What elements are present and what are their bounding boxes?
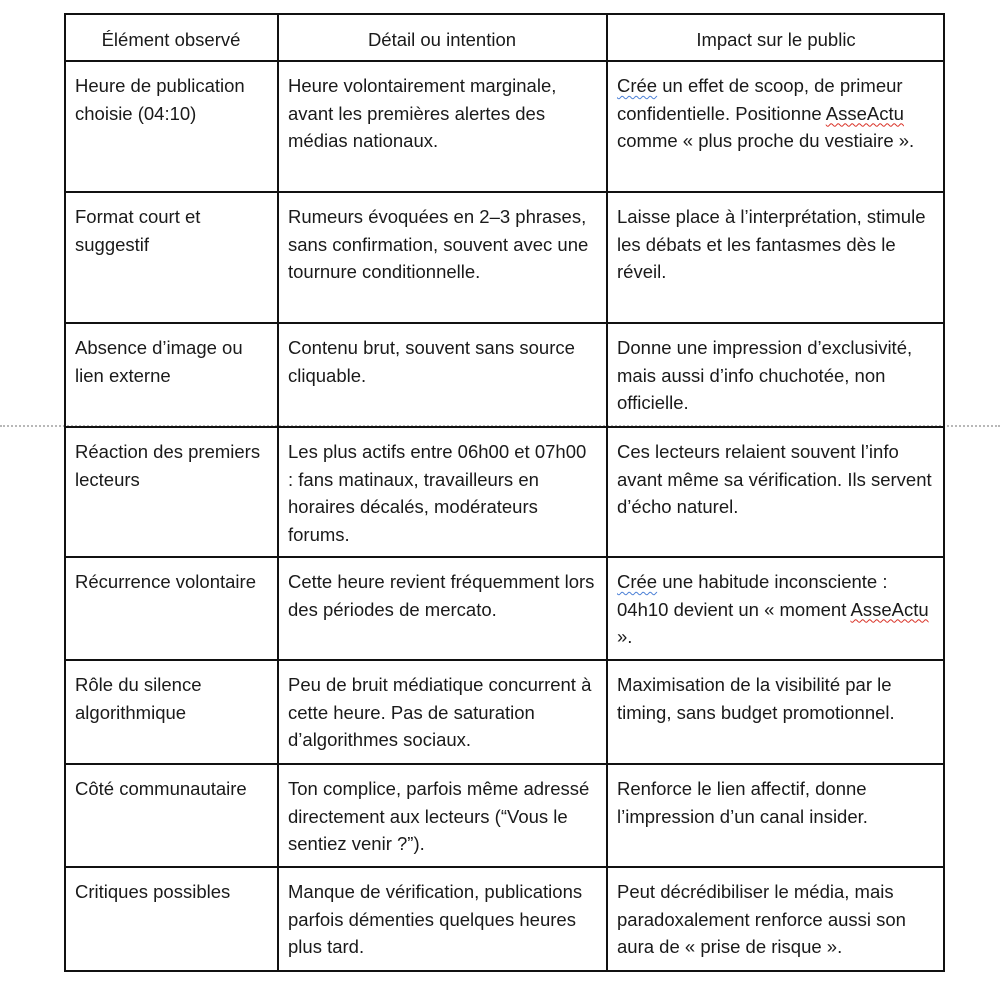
- impact-cell: [606, 557, 945, 660]
- detail-cell: Rumeurs évoquées en 2–3 phrases, sans confirmation, souvent avec une tournure conditionnelle.: [277, 192, 606, 323]
- detail-cell: Contenu brut, souvent sans source cliquable.: [277, 323, 606, 426]
- spelling-flagged-word[interactable]: AsseActu: [825, 102, 904, 124]
- impact-text: ».: [617, 626, 633, 647]
- table-row: [64, 426, 945, 557]
- impact-cell: Peut décrédibiliser le média, mais paradoxalement renforce aussi son aura de « prise de risque ».: [606, 867, 945, 970]
- element-cell: Absence d’image ou lien externe: [75, 337, 243, 386]
- detail-cell: Les plus actifs entre 06h00 et 07h00 : fans matinaux, travailleurs en horaires décalés, modérateurs forums.: [277, 428, 606, 557]
- element-cell: Heure de publication choisie (04:10): [75, 75, 245, 124]
- grammar-flagged-word[interactable]: Crée: [617, 571, 658, 592]
- table-row: [64, 867, 945, 972]
- header-cell-element: Élément observé: [101, 29, 241, 50]
- table-row: [64, 764, 945, 867]
- impact-text: comme « plus proche du vestiaire ».: [617, 130, 915, 151]
- table-header-row: [64, 13, 945, 61]
- detail-cell: Cette heure revient fréquemment lors des périodes de mercato.: [277, 557, 606, 660]
- element-cell: Côté communautaire: [75, 778, 247, 799]
- detail-cell: Heure volontairement marginale, avant les premières alertes des médias nationaux.: [277, 61, 606, 192]
- table-row: [64, 557, 945, 660]
- impact-cell: Donne une impression d’exclusivité, mais aussi d’info chuchotée, non officielle.: [606, 323, 945, 426]
- impact-text: une habitude inconsciente : 04h10 devient un « moment: [617, 571, 888, 620]
- header-cell-impact: Impact sur le public: [606, 15, 945, 61]
- table-row: [64, 192, 945, 323]
- spelling-flagged-word[interactable]: AsseActu: [850, 598, 929, 620]
- impact-cell: Renforce le lien affectif, donne l’impression d’un canal insider.: [606, 764, 945, 867]
- table-row: [64, 660, 945, 764]
- element-cell: Format court et suggestif: [75, 206, 201, 255]
- detail-cell: Peu de bruit médiatique concurrent à cette heure. Pas de saturation d’algorithmes sociaux.: [277, 660, 606, 764]
- impact-cell: [606, 61, 945, 192]
- table-row: [64, 323, 945, 426]
- impact-cell: Maximisation de la visibilité par le timing, sans budget promotionnel.: [606, 660, 945, 764]
- element-cell: Récurrence volontaire: [75, 571, 256, 592]
- impact-text: un effet de scoop, de primeur confidentielle. Positionne: [617, 75, 903, 124]
- grammar-flagged-word[interactable]: Crée: [617, 75, 658, 96]
- element-cell: Critiques possibles: [75, 881, 231, 902]
- header-cell-detail: Détail ou intention: [277, 15, 606, 61]
- table-row: [64, 61, 945, 192]
- detail-cell: Manque de vérification, publications parfois démenties quelques heures plus tard.: [277, 867, 606, 970]
- element-cell: Rôle du silence algorithmique: [75, 674, 202, 723]
- impact-cell: Laisse place à l’interprétation, stimule les débats et les fantasmes dès le réveil.: [606, 192, 945, 323]
- impact-cell: Ces lecteurs relaient souvent l’info avant même sa vérification. Ils servent d’écho naturel.: [606, 428, 945, 557]
- detail-cell: Ton complice, parfois même adressé directement aux lecteurs (“Vous le sentiez venir ?”).: [277, 764, 606, 867]
- element-cell: Réaction des premiers lecteurs: [75, 441, 261, 490]
